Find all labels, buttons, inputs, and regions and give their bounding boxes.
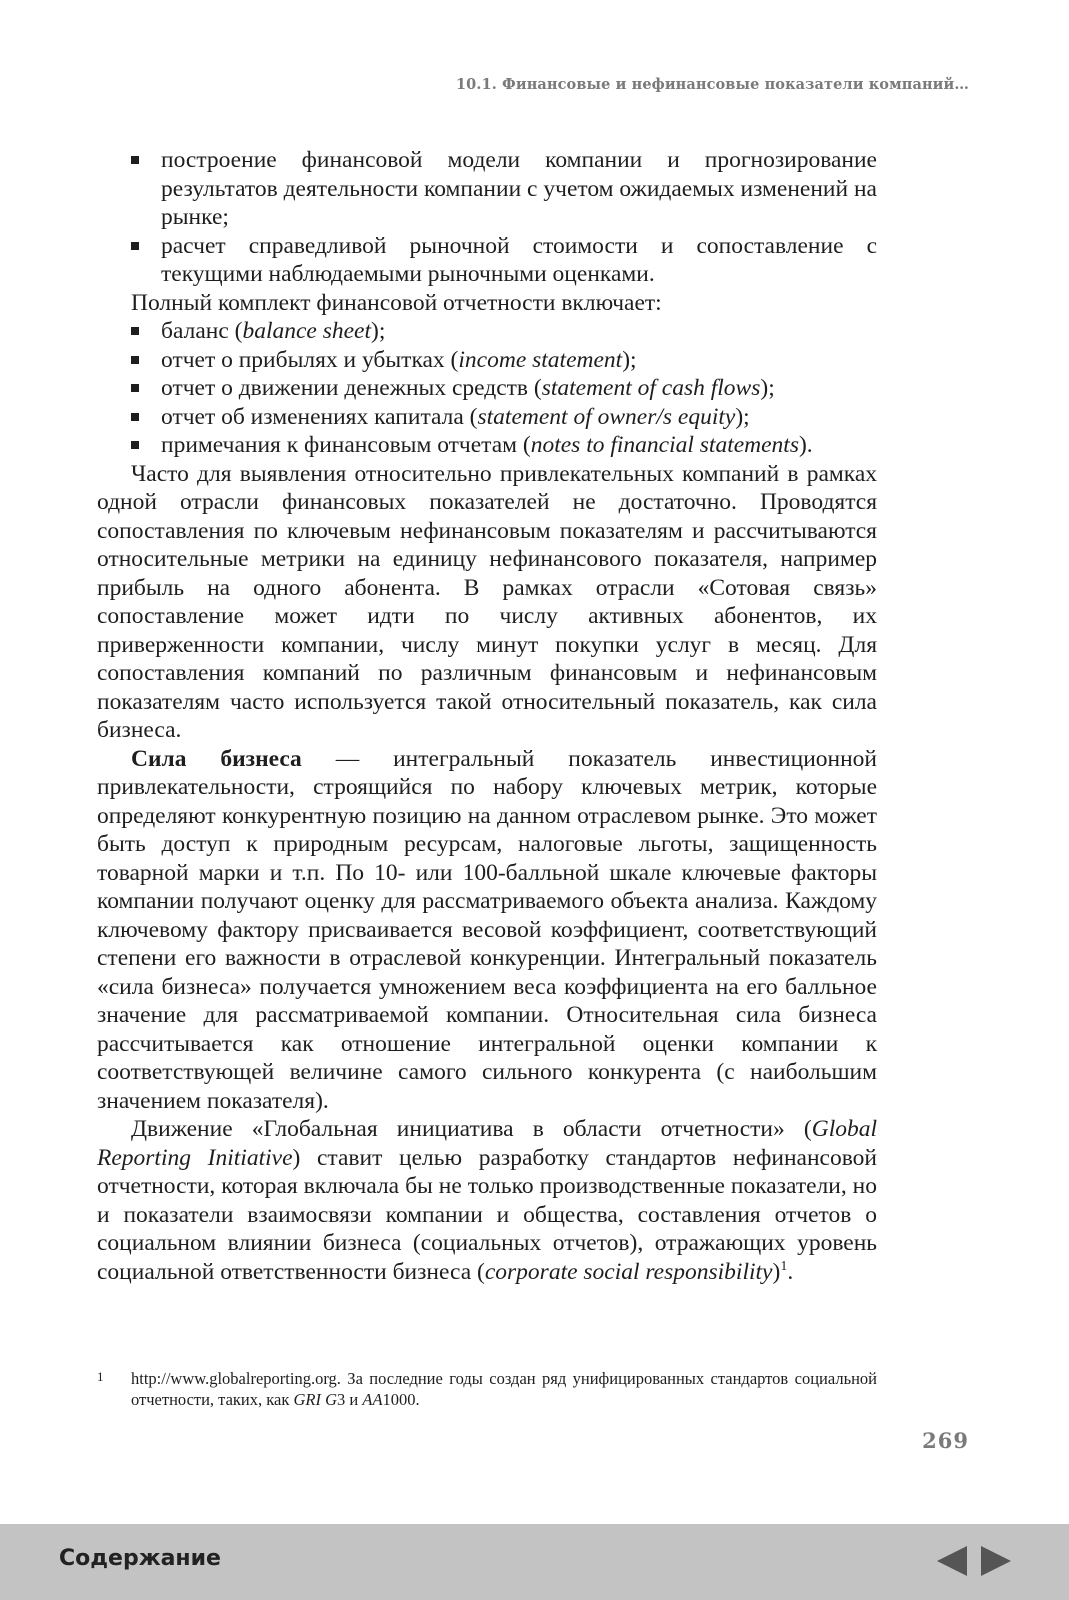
footnote-number: 1: [97, 1369, 104, 1384]
list-item: отчет об изменениях капитала (statement of owner/s equity);: [97, 403, 877, 432]
page-nav: [935, 1544, 1013, 1578]
list-item: построение финансовой модели компании и прогнозирование результатов деятельности компании с учетом ожидаемых изменений на рынке;: [97, 146, 877, 232]
list-item: расчет справедливой рыночной стоимости и сопоставление с текущими наблюдаемыми рыночными оценками.: [97, 232, 877, 289]
term-business-strength: Сила бизнеса: [131, 745, 302, 772]
next-page-icon[interactable]: [979, 1544, 1013, 1578]
paragraph-relative-metrics: Часто для выявления относительно привлекательных компаний в рамках одной отрасли финансовых показателей не достаточно. Проводятся сопоставления по ключевым нефинансовым показателям и рассчитываются относительные метрики на единицу нефинансового показателя, например прибыль на одного абонента. В рамках отрасли «Сотовая связь» сопоставление может идти по числу активных абонентов, их приверженности компании, числу минут покупки услуг в месяц. Для сопоставления компаний по различным финансовым и нефинансовым показателям часто используется такой относительный показатель, как сила бизнеса.: [97, 460, 877, 743]
list-item: баланс (balance sheet);: [97, 317, 877, 346]
paragraph-gri: Движение «Глобальная инициатива в области отчетности» (Global Reporting Initiative) ставит целью разработку стандартов нефинансовой отчетности, которая включала бы не только производственные показатели, но и показатели взаимосвязи компании и общества, составления отчетов о социальном влиянии бизнеса (социальных отчетов), отражающих уровень социальной ответственности бизнеса (corporate social responsibility)$^1$.: [97, 1116, 877, 1285]
running-head: 10.1. Финансовые и нефинансовые показатели компаний…: [455, 76, 969, 93]
full-set-intro: Полный комплект финансовой отчетности включает:: [131, 289, 662, 316]
bullet-list-top: [97, 146, 877, 289]
list-item: отчет о прибылях и убытках (income statement);: [97, 346, 877, 375]
page-number: 269: [922, 1428, 969, 1453]
footnote: [97, 1368, 877, 1410]
paragraph-business-strength: Сила бизнеса — интегральный показатель инвестиционной привлекательности, строящийся по набору ключевых метрик, которые определяют конкурентную позицию на данном отраслевом рынке. Это может быть доступ к природным ресурсам, налоговые льготы, защищенность товарной марки и т.п. По 10- или 100-балльной шкале ключевые факторы компании получают оценку для рассматриваемого объекта анализа. Каждому ключевому фактору присваивается весовой коэффициент, соответствующий степени его важности в отраслевой конкуренции. Интегральный показатель «сила бизнеса» получается умножением веса коэффициента на его балльное значение для рассматриваемой компании. Относительная сила бизнеса рассчитывается как отношение интегральной оценки компании к соответствующей величине самого сильного конкурента (с наибольшим значением показателя).: [97, 745, 878, 1114]
page-body: [97, 146, 877, 1286]
list-item: примечания к финансовым отчетам (notes to financial statements).: [97, 431, 877, 460]
footnote-text: http://www.globalreporting.org. За последние годы создан ряд унифицированных стандартов социальной отчетности, таких, как GRI G3 и АА1000.: [131, 1369, 877, 1409]
statements-list: [97, 317, 877, 460]
footnote-ref: 1: [780, 1258, 788, 1274]
list-item: отчет о движении денежных средств (statement of cash flows);: [97, 374, 877, 403]
contents-button[interactable]: Содержание: [59, 1546, 221, 1571]
prev-page-icon[interactable]: [935, 1544, 969, 1578]
bottom-nav-bar: [0, 1524, 1069, 1600]
